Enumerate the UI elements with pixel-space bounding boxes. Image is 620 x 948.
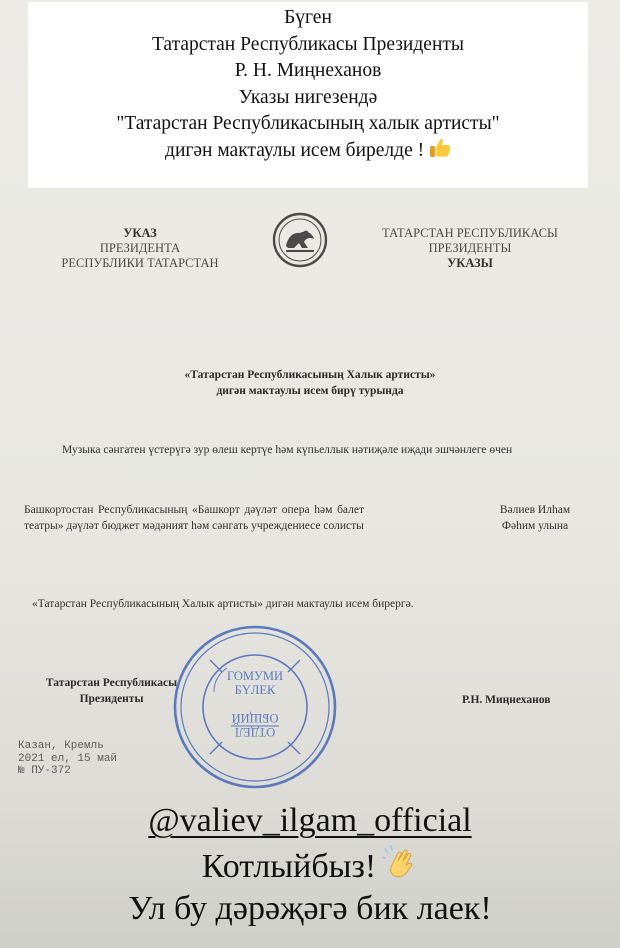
clapping-hands-icon xyxy=(382,845,418,881)
header-line: ПРЕЗИДЕНТА xyxy=(99,241,181,255)
official-stamp xyxy=(170,622,340,792)
caption-text: дигән мактаулы исем бирелде ! xyxy=(165,139,425,161)
story-caption xyxy=(28,2,588,188)
decree-paragraph: Музыка сәнгатен үстерүгә зур өлеш кертүе һәм күпьеллык нәтиҗәле иҗади эшчәнлеге өчен xyxy=(62,444,513,456)
stamp-text: ОТДЕЛ xyxy=(234,725,276,739)
place-line: 2021 ел, 15 май xyxy=(18,752,118,765)
title-line: «Татарстан Республикасының Халык артисты» xyxy=(184,369,436,381)
header-line: РЕСПУБЛИКИ ТАТАРСТАН xyxy=(61,256,219,270)
caption-line: "Татарстан Республикасының халык артисты" xyxy=(116,113,500,134)
decree-header-ru xyxy=(30,226,250,271)
recipient-name xyxy=(470,502,600,534)
caption-line xyxy=(28,138,588,165)
coat-of-arms-emblem xyxy=(272,212,328,268)
decree-paragraph: Башкортостан Республикасының «Башкорт дәүләт опера һәм балет театры» дәүләт бюджет мәдәният һәм сәнгать учреждениесе солисты xyxy=(24,504,364,532)
header-line: ПРЕЗИДЕНТЫ xyxy=(428,241,512,255)
header-line: УКАЗ xyxy=(123,226,157,240)
congrats-text: Котлыйбыз! xyxy=(201,848,377,885)
signatory-name: Р.Н. Миңнеханов xyxy=(462,694,551,706)
thumbs-up-icon xyxy=(429,138,451,158)
congrats-line xyxy=(0,845,620,886)
decree-place-date xyxy=(18,740,117,778)
stamp-text: ОБЩИЙ xyxy=(231,711,279,725)
recipient-line: Вәлиев Илһам xyxy=(499,504,571,516)
header-line: ТАТАРСТАН РЕСПУБЛИКАСЫ xyxy=(382,226,558,240)
signatory-line: Татарстан Республикасы xyxy=(45,677,178,689)
caption-line: Татарстан Республикасы Президенты xyxy=(152,33,464,55)
place-line: Казан, Кремль xyxy=(18,740,104,752)
caption-line: Р. Н. Миңнеханов xyxy=(234,60,382,81)
title-line: дигән мактаулы исем бирү турында xyxy=(216,385,404,397)
signatory-line: Президенты xyxy=(79,693,144,705)
instagram-handle-link[interactable]: @valiev_ilgam_official xyxy=(148,802,472,839)
caption-line: Указы нигезендә xyxy=(238,86,378,108)
caption-line: Бүген xyxy=(284,7,332,28)
header-line: УКАЗЫ xyxy=(447,256,493,270)
decree-paragraph: «Татарстан Республикасының Халык артисты» дигән мактаулы исем бирергә. xyxy=(32,598,414,610)
stamp-text: БҮЛЕК xyxy=(234,683,276,697)
recipient-line: Фәһим улына xyxy=(501,520,569,532)
stamp-text: ГОМУМИ xyxy=(226,669,284,683)
decree-header-tt xyxy=(335,226,605,271)
praise-line: Ул бу дәрәҗәгә бик лаек! xyxy=(128,890,492,927)
decree-title xyxy=(70,367,550,399)
place-line: № ПУ-372 xyxy=(18,765,71,777)
